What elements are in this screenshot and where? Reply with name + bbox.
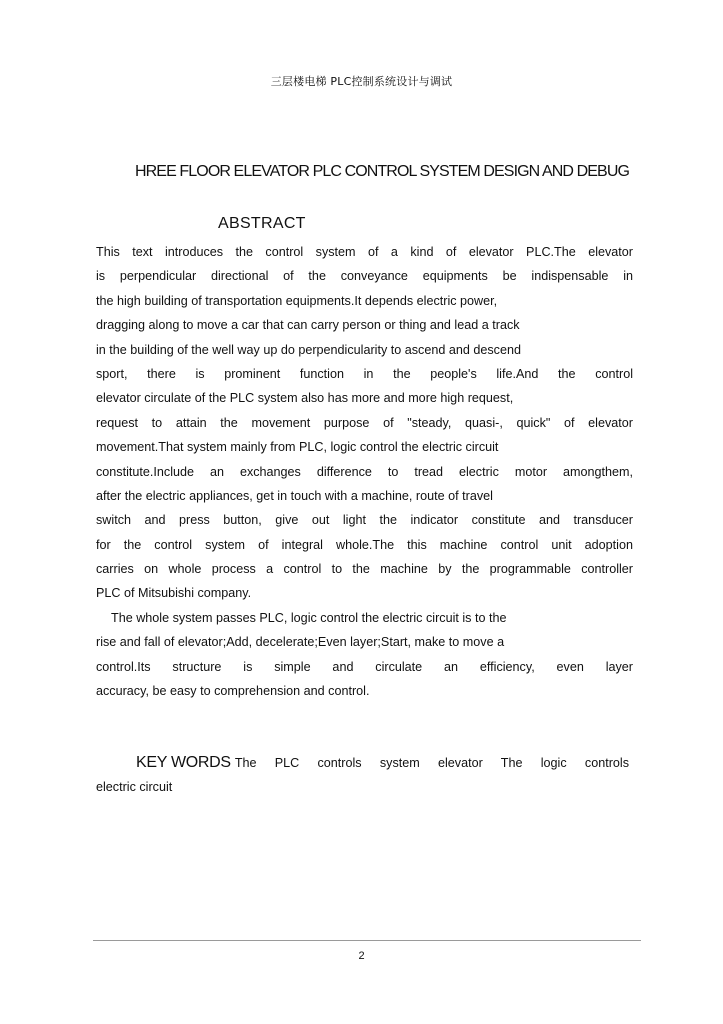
abstract-line: is perpendicular directional of the conveyance equipments be indispensable in: [96, 269, 633, 284]
abstract-line: switch and press button, give out light the indicator constitute and transducer: [96, 513, 633, 528]
abstract-body: [96, 240, 633, 703]
abstract-line: control.Its structure is simple and circulate an efficiency, even layer: [96, 659, 633, 674]
abstract-line: dragging along to move a car that can carry person or thing and lead a track: [96, 318, 520, 333]
page-number: 2: [358, 950, 365, 962]
abstract-heading: ABSTRACT: [218, 215, 306, 232]
abstract-line: after the electric appliances, get in touch with a machine, route of travel: [96, 488, 493, 503]
keywords-text-continued: electric circuit: [96, 780, 173, 795]
footer-divider: [93, 940, 641, 941]
abstract-line: PLC of Mitsubishi company.: [96, 586, 252, 601]
abstract-line: sport, there is prominent function in the people's life.And the control: [96, 366, 633, 381]
abstract-line: carries on whole process a control to the machine by the programmable controller: [96, 562, 633, 577]
abstract-line: in the building of the well way up do perpendicularity to ascend and descend: [96, 342, 521, 357]
running-header: 三层楼电梯 PLC控制系统设计与调试: [270, 75, 453, 88]
keywords-section: [96, 751, 629, 800]
abstract-line: accuracy, be easy to comprehension and control.: [96, 684, 370, 699]
abstract-line: elevator circulate of the PLC system also has more and more high request,: [96, 391, 514, 406]
paper-title: HREE FLOOR ELEVATOR PLC CONTROL SYSTEM DESIGN AND DEBUG: [135, 163, 630, 180]
keywords-text: The PLC controls system elevator The logic controls: [234, 756, 629, 770]
abstract-line: This text introduces the control system of a kind of elevator PLC.The elevator: [96, 245, 633, 259]
abstract-line: The whole system passes PLC, logic control the electric circuit is to the: [111, 610, 507, 625]
abstract-line: the high building of transportation equipments.It depends electric power,: [96, 293, 498, 308]
abstract-line: for the control system of integral whole.The this machine control unit adoption: [96, 537, 633, 552]
abstract-line: movement.That system mainly from PLC, logic control the electric circuit: [96, 440, 499, 455]
abstract-line: request to attain the movement purpose of "steady, quasi-, quick" of elevator: [96, 415, 633, 430]
abstract-line: rise and fall of elevator;Add, decelerate;Even layer;Start, make to move a: [96, 635, 505, 650]
abstract-line: constitute.Include an exchanges difference to tread electric motor amongthem,: [96, 464, 633, 479]
keywords-label: KEY WORDS: [136, 754, 231, 771]
